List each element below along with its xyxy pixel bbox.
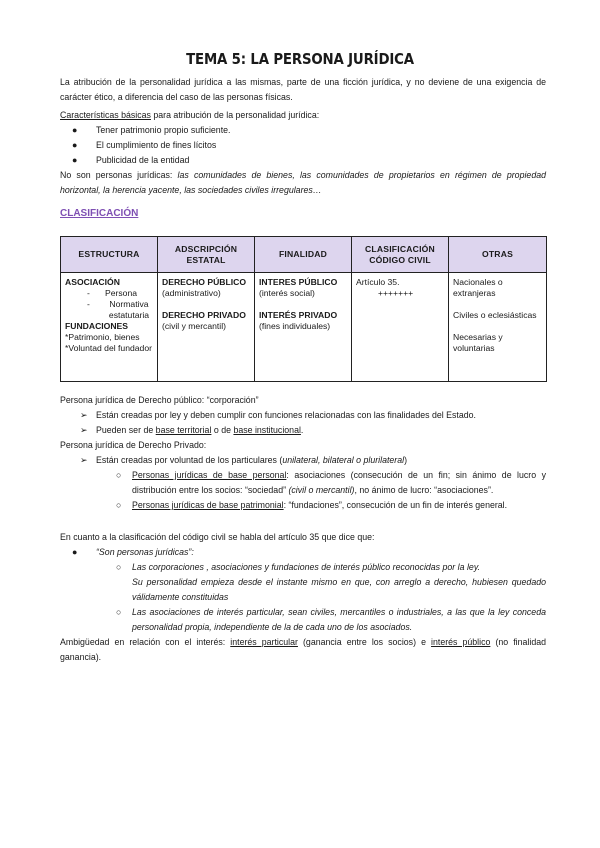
text-part: (ganancia entre los socios) e — [297, 637, 432, 647]
derecho-privado-note: (civil y mercantil) — [162, 321, 226, 331]
column-header: ADSCRIPCIÓN ESTATAL — [158, 237, 255, 273]
codigo-civil-intro: En cuanto a la clasificación del código civil se habla del artículo 35 que dice que: — [60, 532, 375, 542]
table-row — [61, 273, 547, 382]
column-header: CLASIFICACIÓN CÓDIGO CIVIL — [352, 237, 449, 273]
arrow-bullet-icon: ➢ — [80, 410, 88, 420]
list-item — [116, 605, 546, 635]
list-item — [72, 123, 230, 138]
cell-adscripcion — [158, 273, 255, 382]
text-part: o de — [211, 425, 234, 435]
cell-estructura — [61, 273, 158, 382]
derecho-publico-note: (administrativo) — [162, 288, 221, 298]
caracteristicas-line — [60, 108, 546, 123]
no-son-label: No son personas jurídicas: — [60, 170, 178, 180]
text-part: Están creadas por voluntad de los particulares ( — [96, 455, 283, 465]
list-item — [72, 153, 189, 168]
bullet-icon: ● — [72, 140, 78, 150]
otras-item: Necesarias y voluntarias — [453, 332, 503, 353]
no-son-text: las comunidades de bienes, las comunidades de propietarios en régimen de propiedad horizontal, la herencia yacente, las sociedades civiles irregulares… — [60, 170, 546, 195]
list-item — [80, 453, 407, 468]
column-header: ESTRUCTURA — [61, 237, 158, 273]
text-part: unilateral, bilateral o plurilateral — [282, 455, 405, 465]
intro-paragraph: La atribución de la personalidad jurídica a las mismas, parte de una ficción jurídica, y no deviene de una exigencia de carácter ético, a diferencia del caso de las personas físicas. — [60, 77, 546, 102]
otras-item: Nacionales o extranjeras — [453, 277, 503, 298]
column-header: FINALIDAD — [255, 237, 352, 273]
list-item-text: Publicidad de la entidad — [96, 155, 190, 165]
cell-finalidad — [255, 273, 352, 382]
privado-title: Persona jurídica de Derecho Privado: — [60, 440, 207, 450]
text-part: Ambigüedad en relación con el interés: — [60, 637, 231, 647]
interes-particular-term: interés particular — [230, 637, 298, 647]
list-item — [80, 408, 476, 423]
list-item — [80, 423, 303, 438]
text-part: : “fundaciones”, consecución de un fin de interés general. — [283, 500, 508, 510]
list-item-text: Tener patrimonio propio suficiente. — [96, 125, 231, 135]
list-item — [116, 560, 546, 605]
list-item — [72, 138, 216, 153]
interes-privado-label: INTERÉS PRIVADO — [259, 310, 338, 320]
base-patrimonial-term: Personas jurídicas de base patrimonial — [132, 500, 284, 510]
clasificacion-table — [60, 236, 547, 382]
interes-publico-label: INTERES PÚBLICO — [259, 277, 338, 287]
list-item-text: El cumplimiento de fines lícitos — [96, 140, 217, 150]
circle-bullet-icon: ○ — [116, 470, 122, 480]
derecho-privado-label: DERECHO PRIVADO — [162, 310, 246, 320]
text-part: (civil o mercantil) — [288, 485, 355, 495]
page-title: TEMA 5: LA PERSONA JURÍDICA — [186, 50, 414, 68]
list-item-text: Persona — [105, 288, 138, 298]
plus-marks: +++++++ — [378, 288, 414, 298]
interes-publico-term: interés público — [431, 637, 491, 647]
derecho-publico-label: DERECHO PÚBLICO — [162, 277, 247, 287]
circle-bullet-icon: ○ — [116, 500, 122, 510]
fundaciones-label: FUNDACIONES — [65, 321, 129, 331]
text-part: , no ánimo de lucro: “asociaciones”. — [354, 485, 494, 495]
base-territorial-term: base territorial — [155, 425, 212, 435]
otras-item: Civiles o eclesiásticas — [453, 310, 537, 320]
list-item: - Persona — [87, 288, 138, 298]
list-item-text: Las asociaciones de interés particular, sean civiles, mercantiles o industriales, a las que la ley conceda personalidad propia, independiente de la de cada uno de los asociados. — [132, 607, 546, 632]
list-item — [116, 498, 546, 513]
no-son-paragraph — [60, 168, 546, 198]
publico-corporacion-line: Persona jurídica de Derecho público: “corporación” — [60, 395, 259, 405]
table-header-row — [61, 237, 547, 273]
articulo-label: Artículo 35. — [356, 277, 400, 287]
arrow-bullet-icon: ➢ — [80, 455, 88, 465]
list-item-text: Están creadas por ley y deben cumplir con funciones relacionadas con las finalidades del Estado. — [96, 410, 476, 420]
list-item-text: Las corporaciones , asociaciones y fundaciones de interés público reconocidas por la ley. — [132, 562, 481, 572]
list-item-text: Su personalidad empieza desde el instante mismo en que, con arreglo a derecho, hubiesen quedado válidamente constituidas — [132, 577, 546, 602]
base-institucional-term: base institucional — [233, 425, 301, 435]
caracteristicas-rest: para atribución de la personalidad jurídica: — [150, 110, 320, 120]
list-item-text: “Son personas jurídicas”: — [96, 547, 194, 557]
list-item-text: Normativa estatutaria — [108, 299, 150, 320]
cell-codigo-civil — [352, 273, 449, 382]
list-item — [72, 545, 194, 560]
circle-bullet-icon: ○ — [116, 607, 122, 617]
asociacion-label: ASOCIACIÓN — [65, 277, 120, 287]
base-personal-term: Personas jurídicas de base personal — [132, 470, 287, 480]
bullet-icon: ● — [72, 155, 78, 165]
voluntad-text: *Voluntad del fundador — [65, 343, 152, 353]
section-heading-clasificacion: CLASIFICACIÓN — [60, 208, 139, 219]
bullet-icon: ● — [72, 547, 78, 557]
list-item: - Normativa estatutaria — [65, 299, 153, 321]
column-header: OTRAS — [449, 237, 547, 273]
text-part: Pueden ser de — [96, 425, 156, 435]
text-part: : asociaciones (consecución de un fin; sin ánimo de lucro y distribución entre los socios: “sociedad” — [132, 470, 546, 495]
patrimonio-text: *Patrimonio, bienes — [65, 332, 140, 342]
list-item — [116, 468, 546, 498]
bullet-icon: ● — [72, 125, 78, 135]
text-part: . — [300, 425, 304, 435]
cell-otras — [449, 273, 547, 382]
text-part: (no finalidad ganancia). — [60, 637, 547, 662]
interes-privado-note: (fines individuales) — [259, 321, 331, 331]
arrow-bullet-icon: ➢ — [80, 425, 88, 435]
circle-bullet-icon: ○ — [116, 562, 122, 572]
interes-publico-note: (interés social) — [259, 288, 315, 298]
text-part: ) — [404, 455, 408, 465]
ambiguedad-paragraph — [60, 635, 546, 665]
caracteristicas-label: Características básicas — [60, 110, 151, 120]
